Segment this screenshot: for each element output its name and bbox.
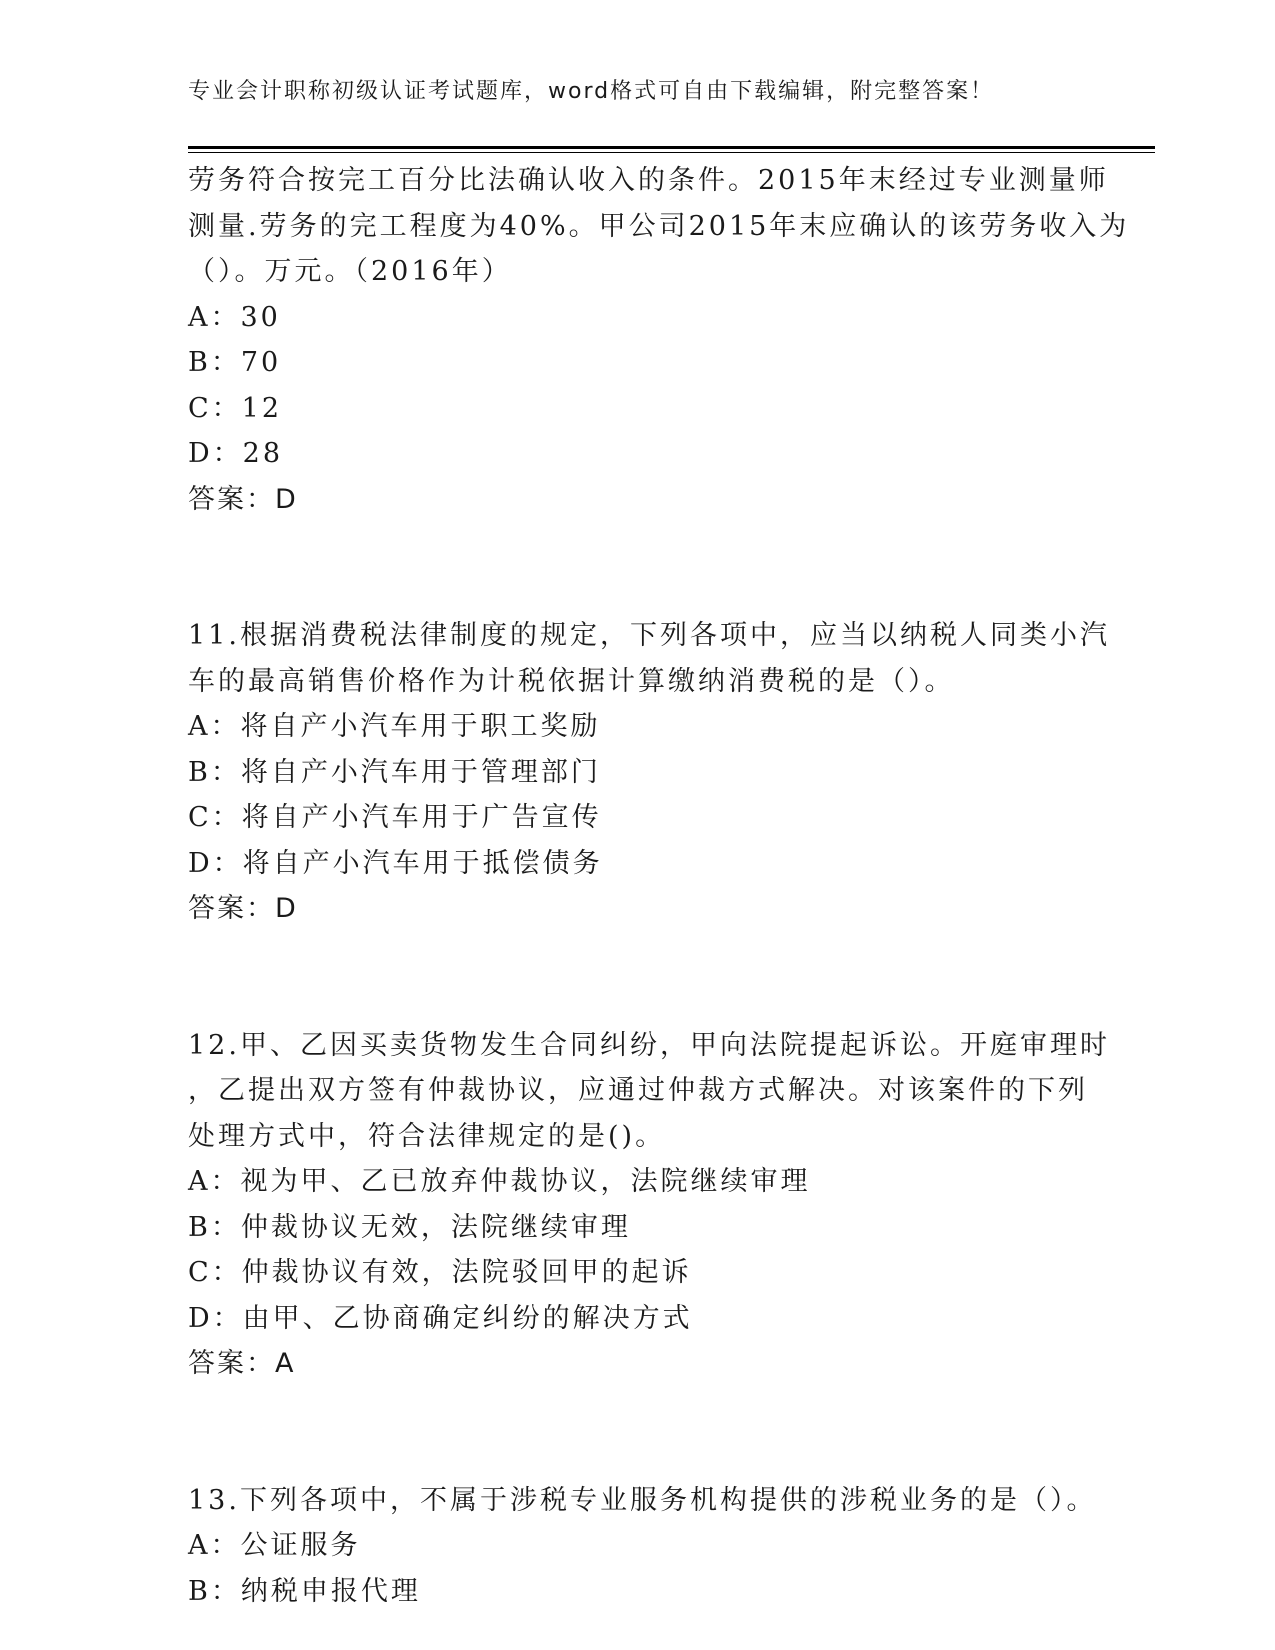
question-block bbox=[188, 1478, 1097, 1615]
question-stem-line: 11.根据消费税法律制度的规定，下列各项中，应当以纳税人同类小汽 bbox=[188, 620, 1110, 651]
option-a: A：将自产小汽车用于职工奖励 bbox=[188, 711, 601, 742]
option-d: D：将自产小汽车用于抵偿债务 bbox=[188, 847, 603, 879]
option-a: A：30 bbox=[188, 301, 281, 333]
option-b: B：仲裁协议无效，法院继续审理 bbox=[188, 1211, 631, 1243]
question-stem-line: 测量.劳务的完工程度为40%。甲公司2015年末应确认的该劳务收入为 bbox=[188, 210, 1130, 242]
page-header: 专业会计职称初级认证考试题库，word格式可自由下载编辑，附完整答案！ bbox=[188, 79, 995, 104]
header-rule-thick bbox=[188, 146, 1155, 149]
option-c: C：仲裁协议有效，法院驳回甲的起诉 bbox=[188, 1257, 692, 1288]
question-block bbox=[188, 158, 1130, 522]
option-a: A：公证服务 bbox=[188, 1530, 361, 1561]
option-b: B：70 bbox=[188, 347, 282, 378]
question-block bbox=[188, 1023, 1110, 1387]
question-stem-line: 13.下列各项中，不属于涉税专业服务机构提供的涉税业务的是（）。 bbox=[188, 1484, 1097, 1516]
answer-line: 答案：D bbox=[188, 893, 298, 924]
question-stem-line: 处理方式中，符合法律规定的是()。 bbox=[188, 1120, 666, 1152]
option-c: C：12 bbox=[188, 392, 283, 424]
option-b: B：纳税申报代理 bbox=[188, 1575, 421, 1607]
option-d: D：由甲、乙协商确定纠纷的解决方式 bbox=[188, 1302, 693, 1334]
question-stem-line: 车的最高销售价格作为计税依据计算缴纳消费税的是（）。 bbox=[188, 665, 955, 697]
option-a: A：视为甲、乙已放弃仲裁协议，法院继续审理 bbox=[188, 1166, 811, 1197]
question-stem-line: ，乙提出双方签有仲裁协议，应通过仲裁方式解决。对该案件的下列 bbox=[188, 1075, 1088, 1106]
option-d: D：28 bbox=[188, 438, 284, 469]
option-b: B：将自产小汽车用于管理部门 bbox=[188, 756, 601, 788]
option-c: C：将自产小汽车用于广告宣传 bbox=[188, 802, 602, 833]
question-stem-line: 12.甲、乙因买卖货物发生合同纠纷，甲向法院提起诉讼。开庭审理时 bbox=[188, 1029, 1110, 1061]
question-list bbox=[188, 158, 1130, 1614]
question-stem-line: 劳务符合按完工百分比法确认收入的条件。2015年末经过专业测量师 bbox=[188, 165, 1109, 196]
answer-line: 答案：D bbox=[188, 483, 298, 515]
question-stem-line: （）。万元。（2016年） bbox=[188, 256, 512, 287]
answer-line: 答案：A bbox=[188, 1348, 296, 1379]
header-rule-thin bbox=[188, 152, 1155, 153]
question-block bbox=[188, 613, 1110, 932]
